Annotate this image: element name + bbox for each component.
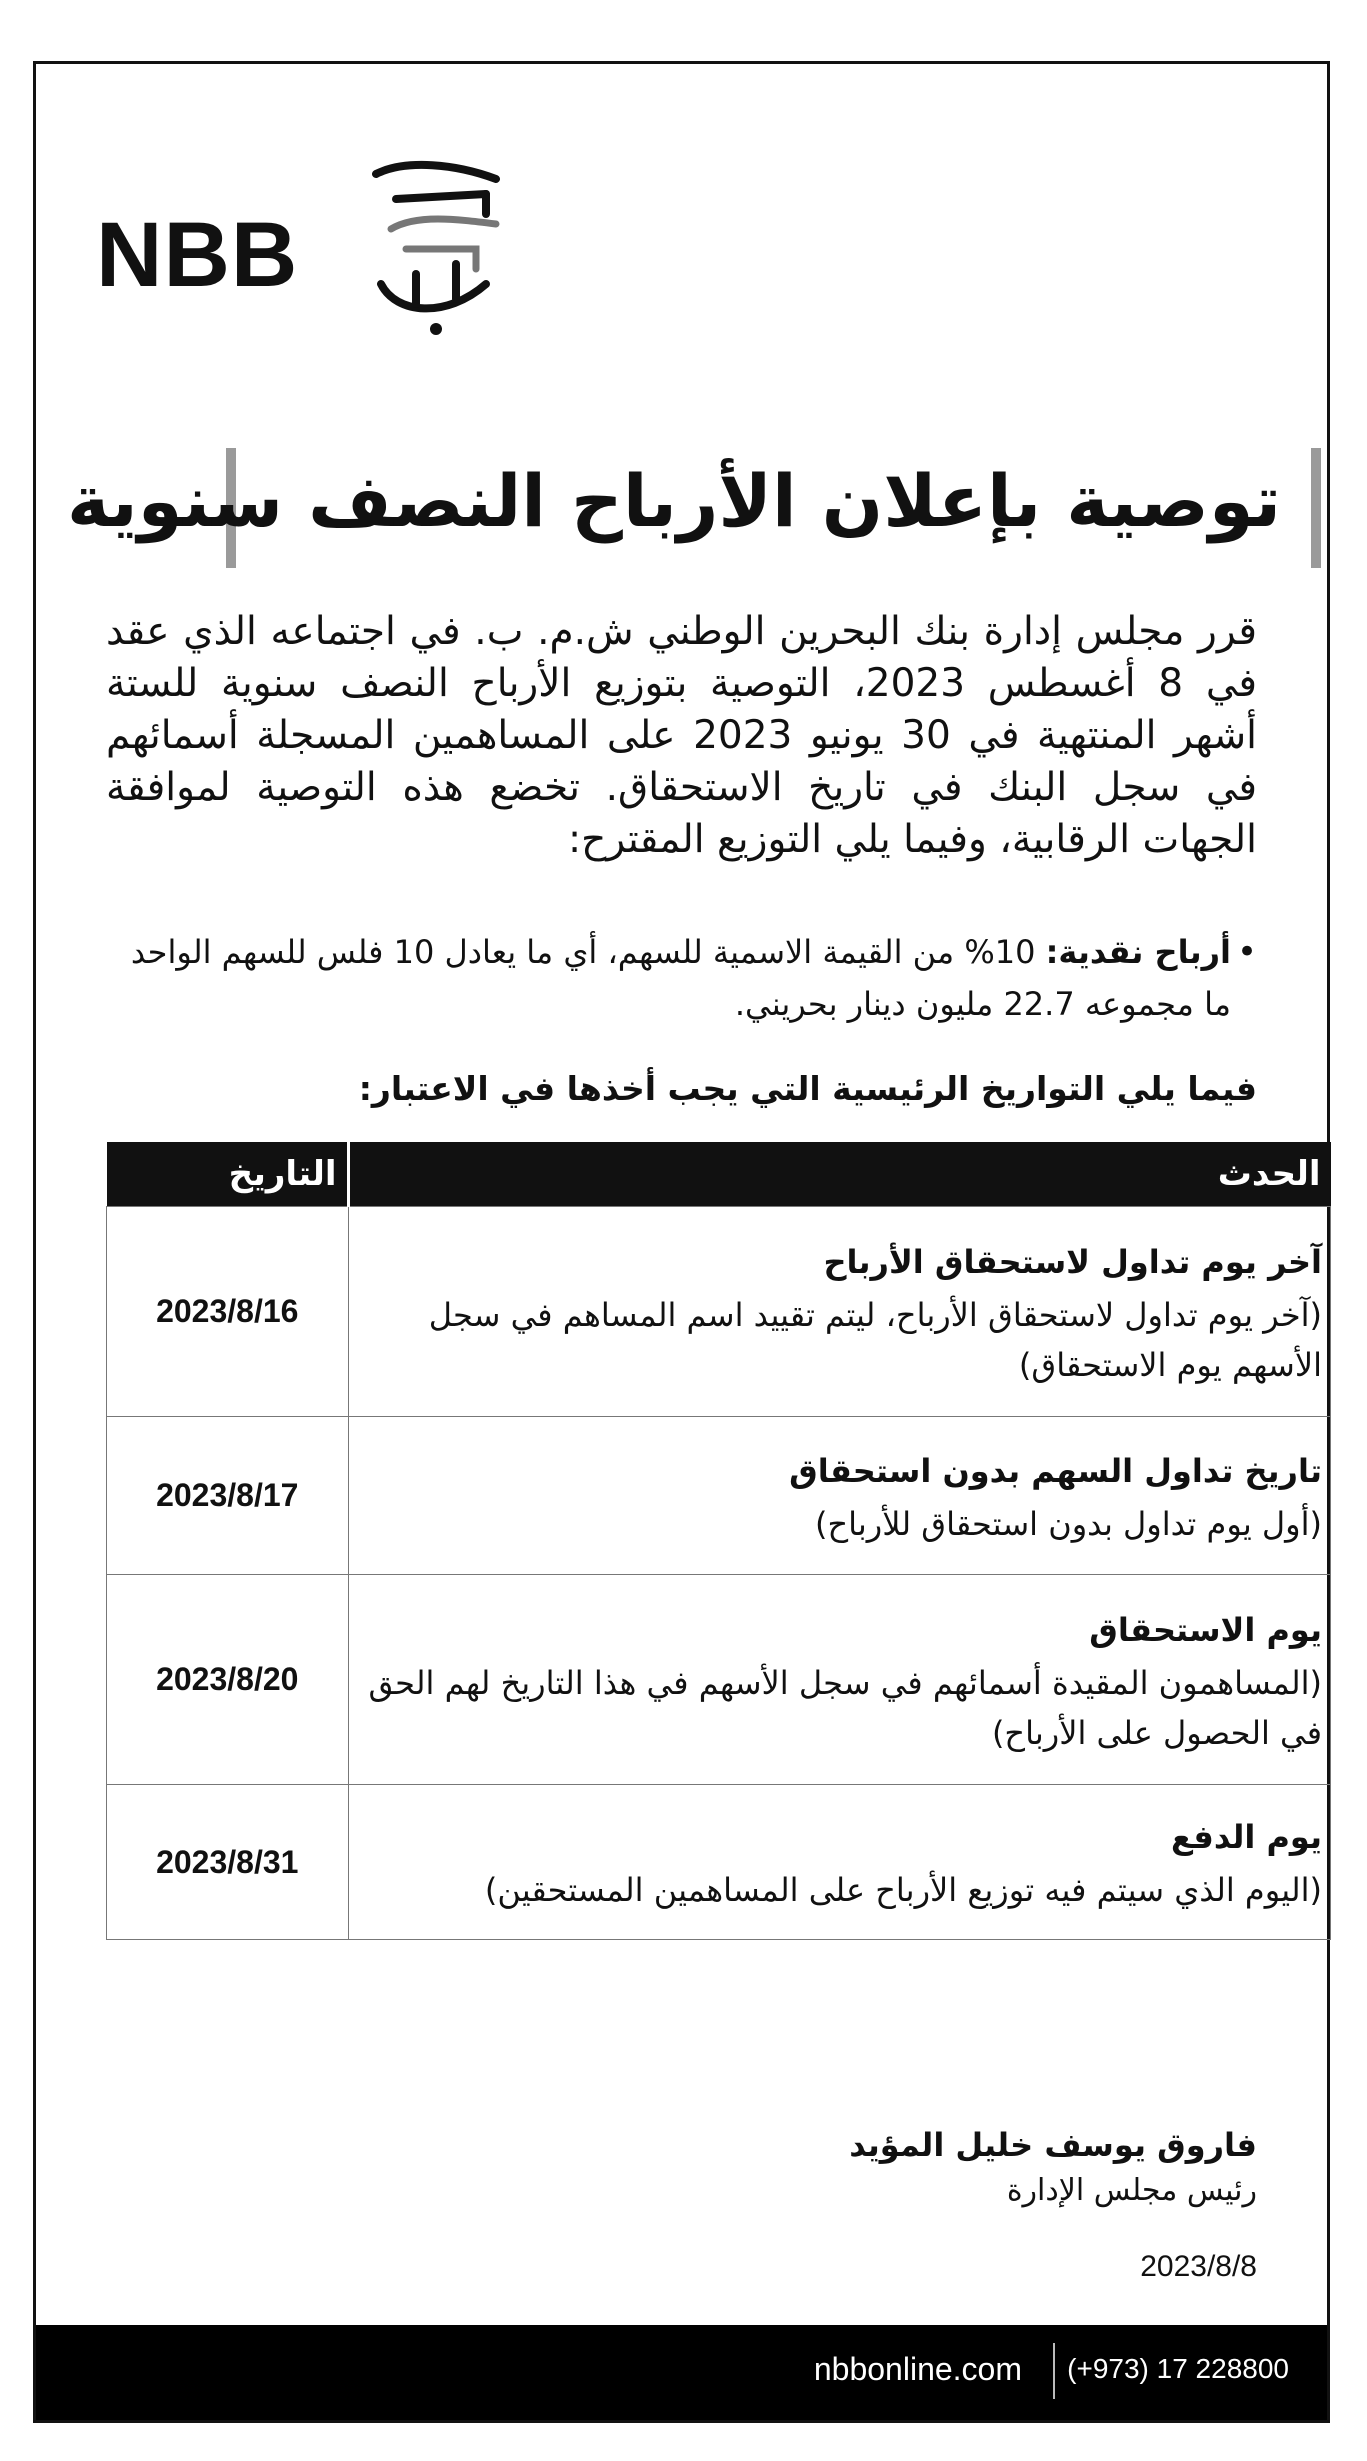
table-row [107, 1417, 1331, 1575]
key-dates-table [106, 1142, 1331, 1940]
signature-date: 2023/8/8 [1140, 2250, 1257, 2283]
event-description: (اليوم الذي سيتم فيه توزيع الأرباح على المساهمين المستحقين) [484, 1871, 1322, 1909]
footer-bar [36, 2325, 1327, 2420]
logo-wordmark: NBB [96, 204, 299, 306]
cash-dividend-bullet [118, 926, 1257, 1030]
event-cell [348, 1575, 1331, 1785]
dates-heading: فيما يلي التواريخ الرئيسية التي يجب أخذها في الاعتبار: [358, 1069, 1257, 1108]
date-cell: 2023/8/16 [107, 1207, 349, 1417]
nbb-logo [96, 154, 496, 334]
date-cell: 2023/8/20 [107, 1575, 349, 1785]
table-header-row [107, 1142, 1331, 1207]
bullet-dot-icon: • [1236, 932, 1257, 972]
event-column-header: الحدث [348, 1142, 1331, 1207]
event-description: (آخر يوم تداول لاستحقاق الأرباح، ليتم تقييد اسم المساهم في سجل الأسهم يوم الاستحقاق) [428, 1295, 1322, 1384]
table-row [107, 1207, 1331, 1417]
footer-phone: (+973) 17 228800 [1067, 2353, 1289, 2384]
event-title: يوم الدفع [1171, 1818, 1322, 1856]
footer-website-link[interactable]: nbbonline.com [813, 2351, 1022, 2387]
table-row [107, 1785, 1331, 1940]
date-column-header: التاريخ [107, 1142, 349, 1207]
bullet-label: أرباح نقدية: [1045, 933, 1231, 971]
announcement-frame [33, 61, 1330, 2423]
table-row [107, 1575, 1331, 1785]
date-cell: 2023/8/31 [107, 1785, 349, 1940]
event-cell [348, 1207, 1331, 1417]
event-title: آخر يوم تداول لاستحقاق الأرباح [823, 1242, 1322, 1281]
date-cell: 2023/8/17 [107, 1417, 349, 1575]
signature-block [849, 2122, 1257, 2284]
event-description: (أول يوم تداول بدون استحقاق للأرباح) [814, 1504, 1322, 1543]
event-description: (المساهمون المقيدة أسمائهم في سجل الأسهم في هذا التاريخ لهم الحق في الحصول على الأرباح) [368, 1663, 1322, 1752]
bullet-body: 10% من القيمة الاسمية للسهم، أي ما يعادل 10 فلس للسهم الواحد ما مجموعه 22.7 مليون دينار بحريني. [130, 933, 1231, 1023]
title-right-bar [1311, 448, 1321, 568]
page-title: توصية بإعلان الأرباح النصف سنوية [67, 459, 1281, 543]
signatory-role: رئيس مجلس الإدارة [1006, 2173, 1257, 2208]
signatory-name: فاروق يوسف خليل المؤيد [849, 2126, 1257, 2164]
logo-arabic-mark-icon [336, 154, 526, 344]
event-title: يوم الاستحقاق [1089, 1610, 1322, 1649]
footer-divider [1053, 2343, 1055, 2399]
intro-paragraph: قرر مجلس إدارة بنك البحرين الوطني ش.م. ب. في اجتماعه الذي عقد في 8 أغسطس 2023، التوصية بتوزيع الأرباح النصف سنوية للستة أشهر المنتهية في 30 يونيو 2023 على المساهمين المسجلة أسمائهم في سجل البنك في تاريخ الاستحقاق. تخضع هذه التوصية لموافقة الجهات الرقابية، وفيما يلي التوزيع المقترح: [106, 609, 1257, 862]
event-cell [348, 1785, 1331, 1940]
title-block [67, 448, 1321, 568]
event-title: تاريخ تداول السهم بدون استحقاق [789, 1451, 1322, 1490]
bullet-text [118, 926, 1231, 1030]
event-cell [348, 1417, 1331, 1575]
